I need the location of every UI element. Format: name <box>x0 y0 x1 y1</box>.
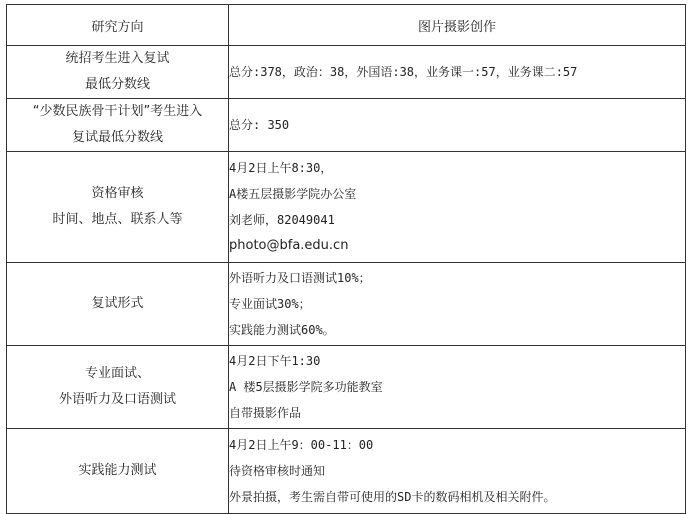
label-line: 资格审核 <box>91 186 144 201</box>
table-row-retest-format <box>7 263 686 346</box>
score-line: 总分:378，政治：38，外国语:38，业务课一:57，业务课二:57 <box>229 65 578 79</box>
row-value <box>229 263 686 346</box>
row-value <box>229 152 686 263</box>
note-line: 外景拍摄，考生需自带可使用的SD卡的数码相机及相关附件。 <box>229 490 556 504</box>
header-photo-creation: 图片摄影创作 <box>229 5 686 46</box>
table-header-row <box>7 5 686 46</box>
location-line: A楼五层摄影学院办公室 <box>229 187 357 201</box>
score-line: 总分: 350 <box>229 118 290 132</box>
table-row-minority-min-score <box>7 99 686 152</box>
row-value <box>229 99 686 152</box>
format-line: 专业面试30%； <box>229 297 311 311</box>
time-line: 4月2日上午9：00-11：00 <box>229 438 374 452</box>
format-line: 实践能力测试60%。 <box>229 323 335 337</box>
format-line: 外语听力及口语测试10%； <box>229 271 371 285</box>
notice-line: 待资格审核时通知 <box>229 464 326 478</box>
label-line: 统招考生进入复试 <box>65 51 170 66</box>
table-row-interview-language-test <box>7 346 686 429</box>
label-line: “少数民族骨干计划”考生进入 <box>32 104 203 119</box>
table-row-qualification-review <box>7 152 686 263</box>
row-label <box>7 152 229 263</box>
label-line: 实践能力测试 <box>78 463 157 478</box>
label-line: 专业面试、 <box>84 366 150 381</box>
row-label <box>7 346 229 429</box>
label-line: 复试最低分数线 <box>71 130 163 145</box>
location-line: A 楼5层摄影学院多功能教室 <box>229 380 383 394</box>
label-line: 时间、地点、联系人等 <box>52 212 183 227</box>
row-label <box>7 263 229 346</box>
row-value <box>229 346 686 429</box>
table-row-practical-test <box>7 429 686 514</box>
table-row-regular-min-score <box>7 46 686 99</box>
admission-info-table <box>6 4 686 514</box>
row-value <box>229 429 686 514</box>
time-line: 4月2日下午1:30 <box>229 354 321 368</box>
row-value <box>229 46 686 99</box>
label-line: 复试形式 <box>91 296 144 311</box>
header-research-direction: 研究方向 <box>7 5 229 46</box>
row-label <box>7 429 229 514</box>
contact-line: 刘老师，82049041 <box>229 213 335 227</box>
row-label <box>7 99 229 152</box>
time-line: 4月2日上午8:30， <box>229 161 333 175</box>
row-label <box>7 46 229 99</box>
note-line: 自带摄影作品 <box>229 406 302 420</box>
label-line: 外语听力及口语测试 <box>58 392 176 407</box>
email-line: photo@bfa.edu.cn <box>229 238 349 253</box>
label-line: 最低分数线 <box>84 77 150 92</box>
